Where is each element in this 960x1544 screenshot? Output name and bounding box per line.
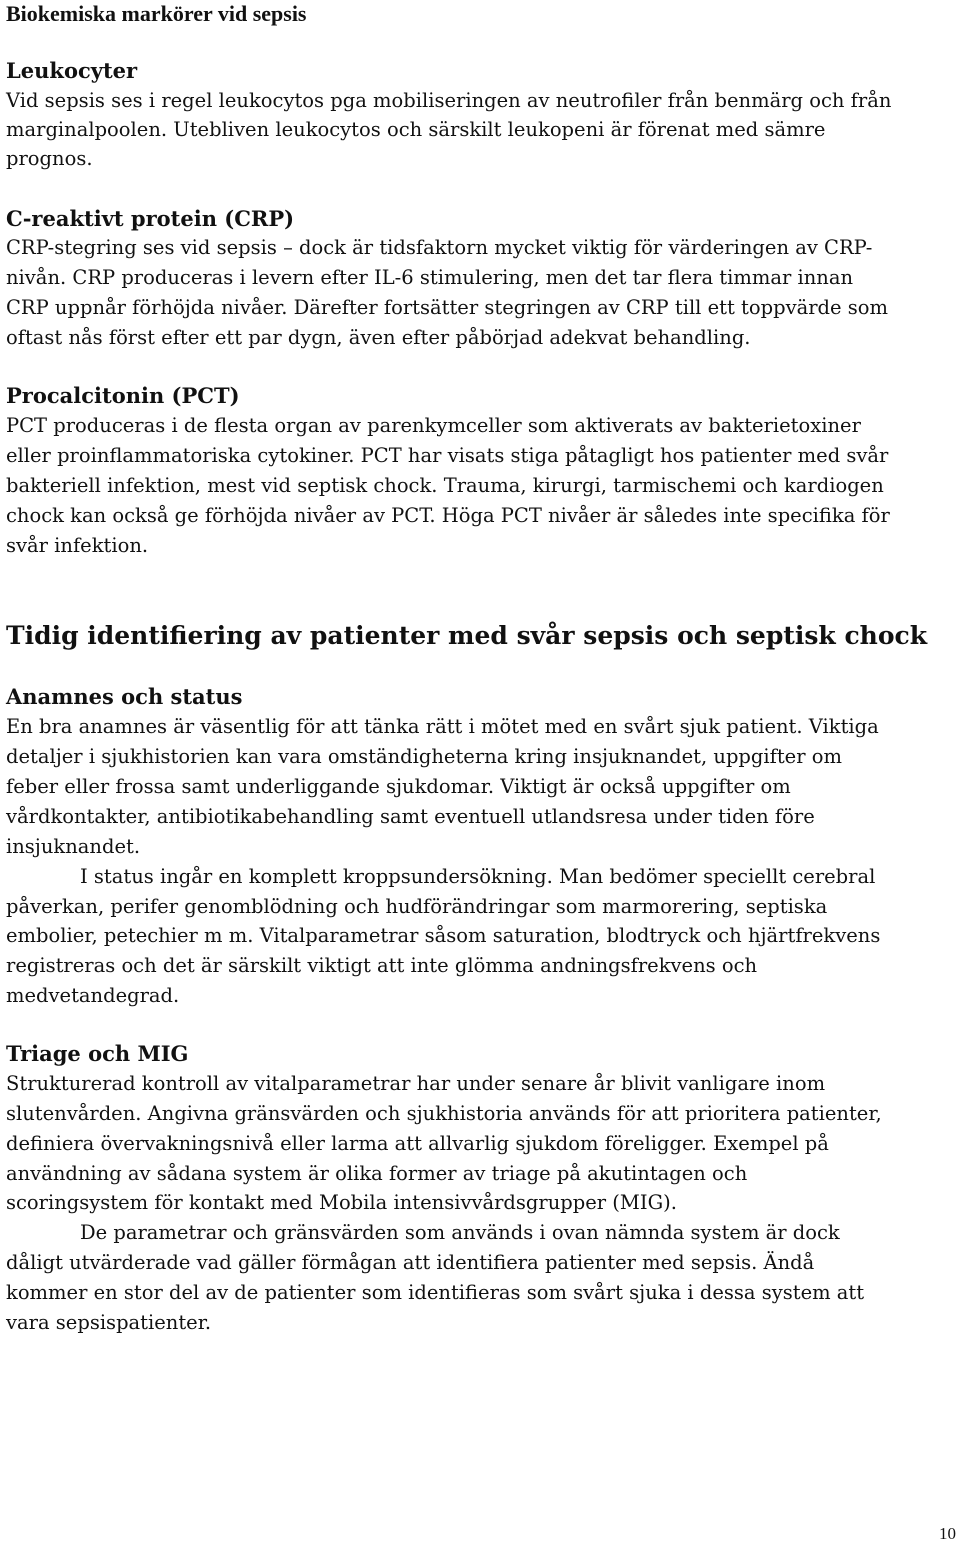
paragraph-line: användning av sådana system är olika former av triage på akutintagen och — [6, 1162, 748, 1185]
paragraph-line: Strukturerad kontroll av vitalparametrar har under senare år blivit vanligare inom — [6, 1072, 826, 1095]
paragraph-line: CRP uppnår förhöjda nivåer. Därefter fortsätter stegringen av CRP till ett toppvärde som — [6, 296, 888, 319]
subsection-heading: Procalcitonin (PCT) — [6, 383, 240, 408]
paragraph-line: De parametrar och gränsvärden som används i ovan nämnda system är dock — [80, 1221, 840, 1244]
paragraph-line: oftast nås först efter ett par dygn, även efter påbörjad adekvat behandling. — [6, 326, 751, 349]
paragraph-line: nivån. CRP produceras i levern efter IL-6 stimulering, men det tar flera timmar innan — [6, 266, 854, 289]
paragraph-line: bakteriell infektion, mest vid septisk chock. Trauma, kirurgi, tarmischemi och kardiogen — [6, 474, 884, 497]
paragraph-line: medvetandegrad. — [6, 984, 180, 1007]
paragraph-line: vara sepsispatienter. — [6, 1311, 212, 1334]
paragraph-line: PCT produceras i de flesta organ av parenkymceller som aktiverats av bakterietoxiner — [6, 414, 861, 437]
paragraph-line: scoringsystem för kontakt med Mobila intensivvårdsgrupper (MIG). — [6, 1191, 677, 1214]
paragraph-line: slutenvården. Angivna gränsvärden och sjukhistoria används för att prioritera patienter, — [6, 1102, 882, 1125]
section-title: Tidig identifiering av patienter med svår sepsis och septisk chock — [6, 621, 928, 650]
subsection-heading: Triage och MIG — [6, 1041, 189, 1066]
paragraph-line: CRP-stegring ses vid sepsis – dock är tidsfaktorn mycket viktig för värderingen av CRP- — [6, 236, 873, 259]
paragraph-line: svår infektion. — [6, 534, 149, 557]
paragraph-line: marginalpoolen. Utebliven leukocytos och särskilt leukopeni är förenat med sämre — [6, 118, 826, 141]
subsection-heading: Anamnes och status — [6, 684, 243, 709]
paragraph-line: prognos. — [6, 147, 93, 170]
subsection-heading: C-reaktivt protein (CRP) — [6, 206, 295, 231]
subsection-heading: Leukocyter — [6, 58, 138, 83]
paragraph-line: påverkan, perifer genomblödning och hudförändringar som marmorering, septiska — [6, 895, 828, 918]
paragraph-line: definiera övervakningsnivå eller larma att allvarlig sjukdom föreligger. Exempel på — [6, 1132, 829, 1155]
paragraph-line: I status ingår en komplett kroppsundersökning. Man bedömer speciellt cerebral — [80, 865, 876, 888]
paragraph-line: detaljer i sjukhistorien kan vara omständigheterna kring insjuknandet, uppgifter om — [6, 745, 842, 768]
paragraph-line: dåligt utvärderade vad gäller förmågan att identifiera patienter med sepsis. Ändå — [6, 1251, 815, 1274]
paragraph-line: registreras och det är särskilt viktigt att inte glömma andningsfrekvens och — [6, 954, 758, 977]
paragraph-line: feber eller frossa samt underliggande sjukdomar. Viktigt är också uppgifter om — [6, 775, 791, 798]
paragraph-line: kommer en stor del av de patienter som identifieras som svårt sjuka i dessa system att — [6, 1281, 865, 1304]
paragraph-line: vårdkontakter, antibiotikabehandling samt eventuell utlandsresa under tiden före — [6, 805, 815, 828]
page-number: 10 — [939, 1524, 956, 1543]
paragraph-line: En bra anamnes är väsentlig för att tänka rätt i mötet med en svårt sjuk patient. Viktiga — [6, 715, 879, 738]
paragraph-line: embolier, petechier m m. Vitalparametrar såsom saturation, blodtryck och hjärtfrekvens — [6, 924, 881, 947]
paragraph-line: chock kan också ge förhöjda nivåer av PCT. Höga PCT nivåer är således inte specifika för — [6, 504, 890, 527]
section-title: Biokemiska markörer vid sepsis — [6, 1, 307, 26]
paragraph-line: Vid sepsis ses i regel leukocytos pga mobiliseringen av neutrofiler från benmärg och från — [6, 89, 892, 112]
paragraph-line: eller proinflammatoriska cytokiner. PCT har visats stiga påtagligt hos patienter med svår — [6, 444, 889, 467]
paragraph-line: insjuknandet. — [6, 835, 141, 858]
